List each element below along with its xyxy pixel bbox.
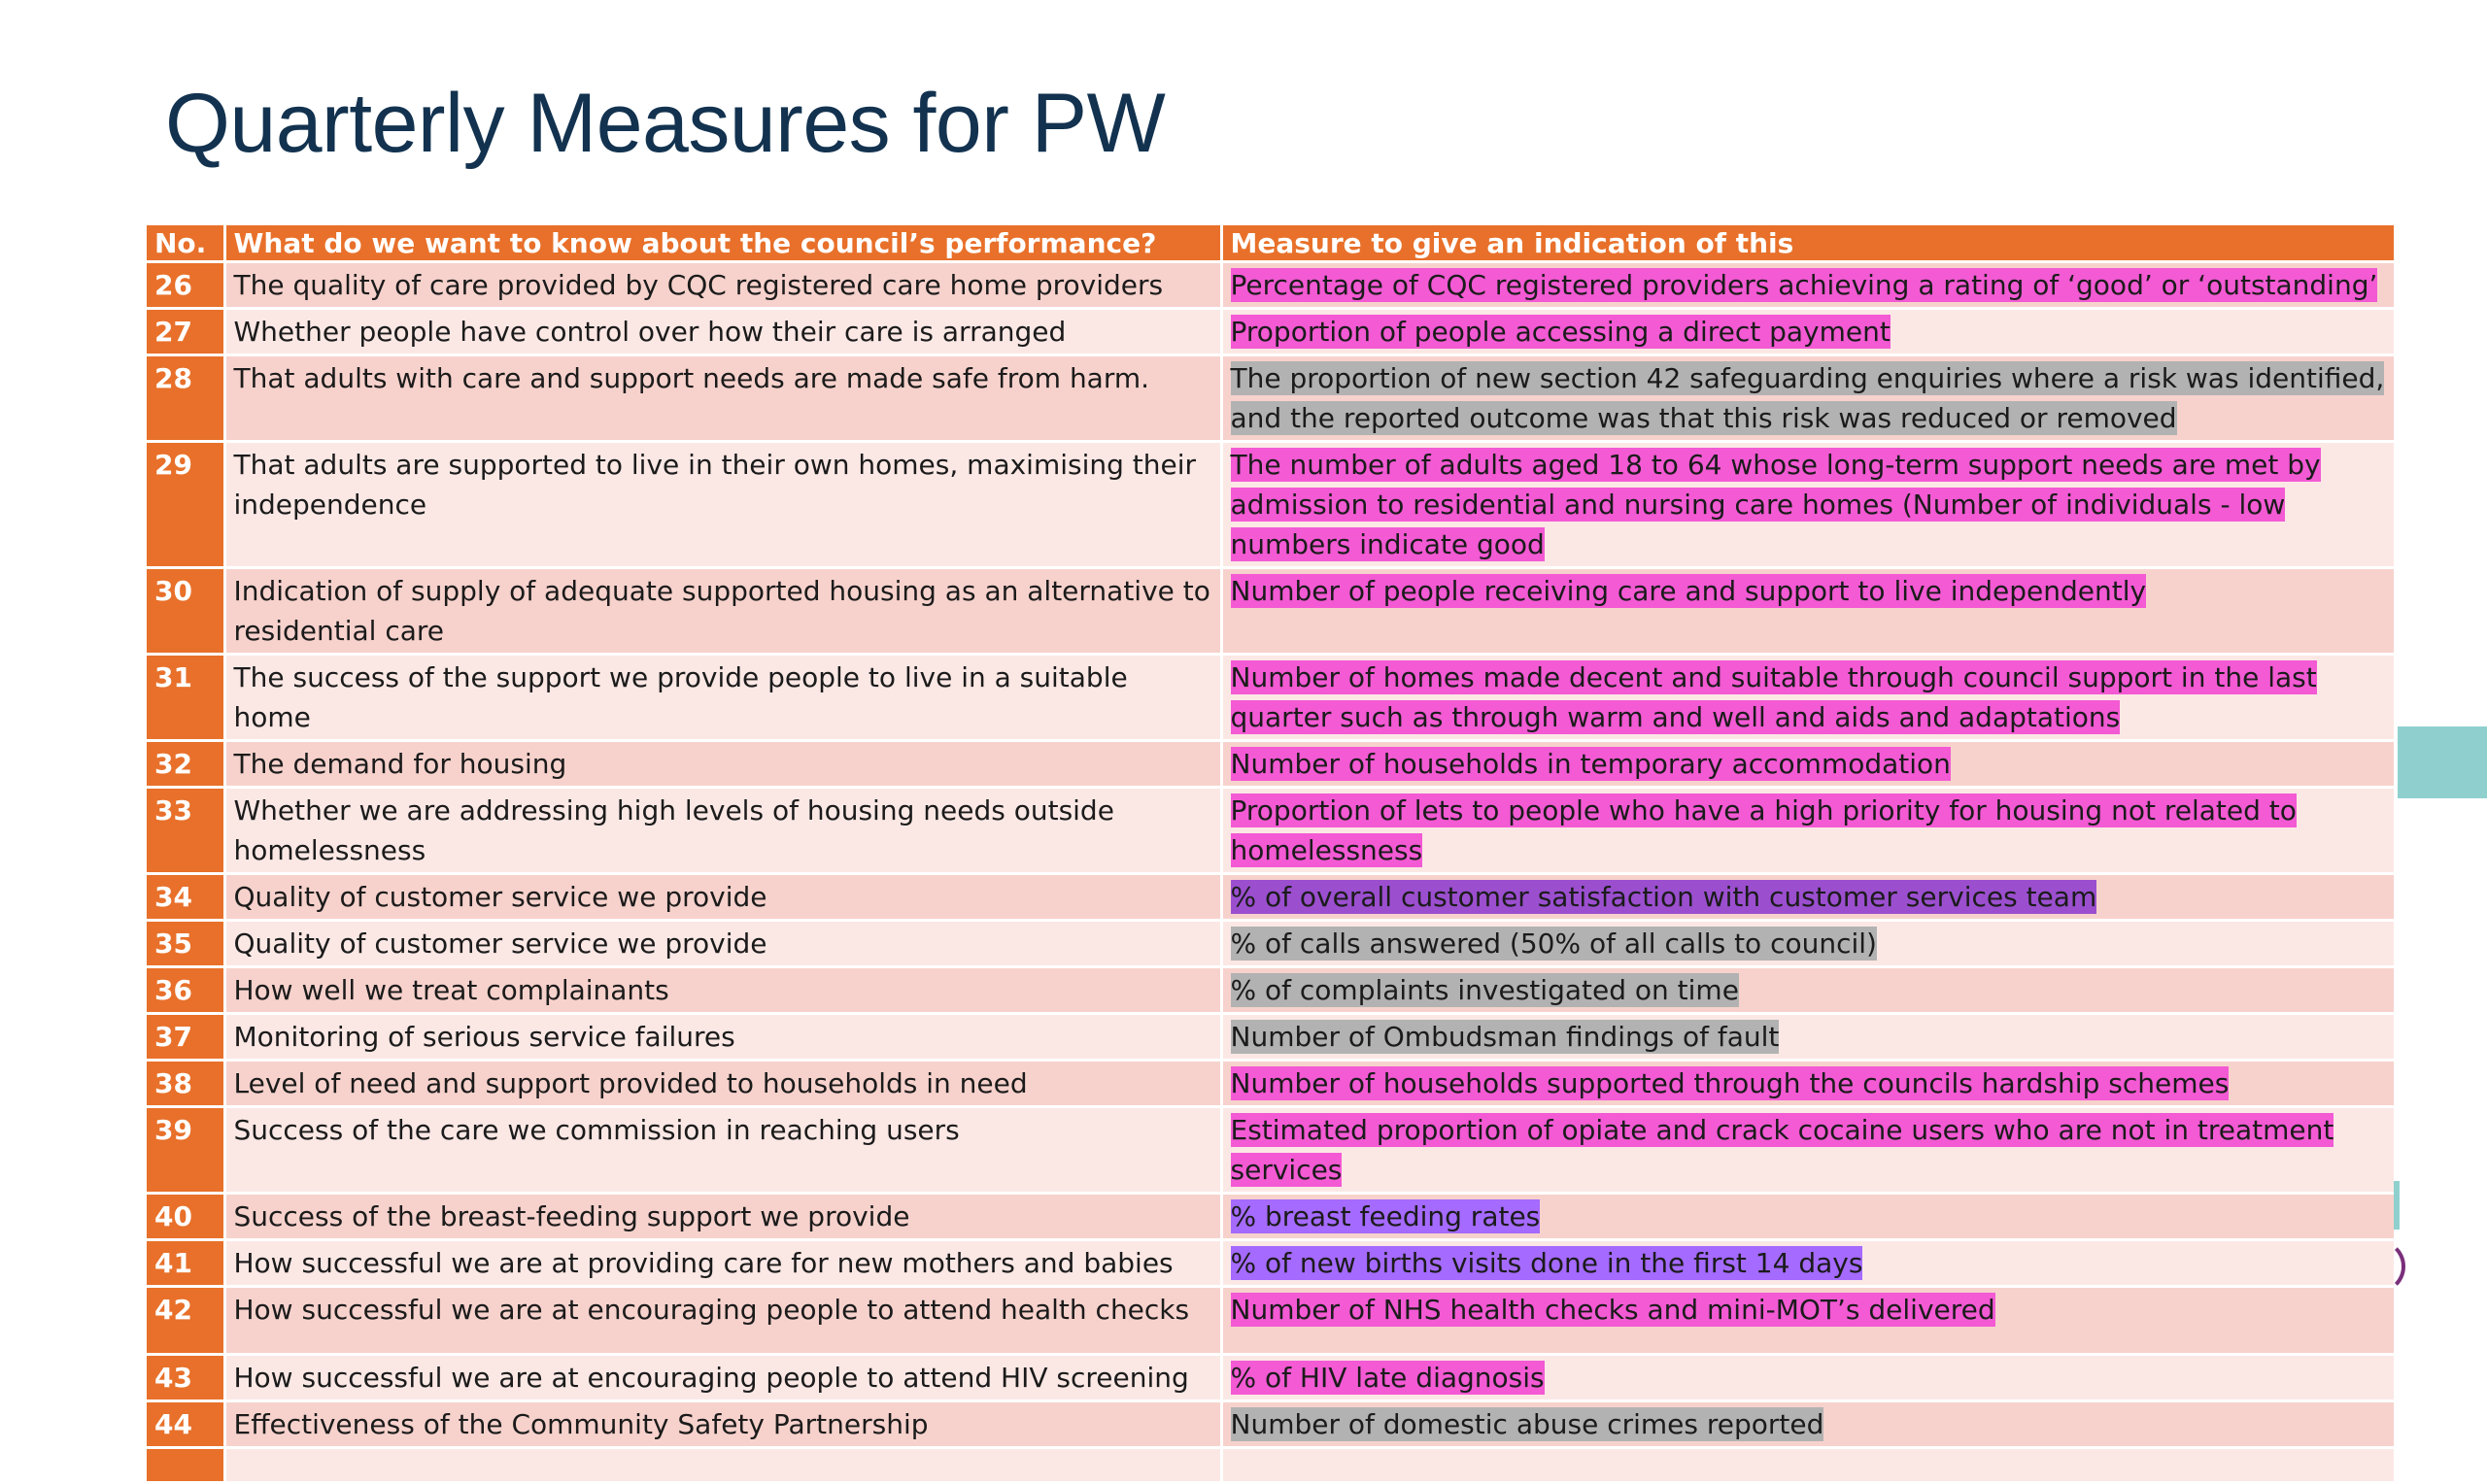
row-question: That adults are supported to live in their own homes, maximising their independence — [224, 442, 1221, 568]
table-row — [147, 1194, 2394, 1240]
row-number: 42 — [147, 1287, 224, 1355]
row-number: 37 — [147, 1014, 224, 1061]
row-measure-cell — [1221, 788, 2394, 874]
table-row — [147, 442, 2394, 568]
table-row — [147, 1287, 2394, 1355]
row-measure-cell — [1221, 921, 2394, 967]
row-question: The demand for housing — [224, 741, 1221, 788]
row-number: 32 — [147, 741, 224, 788]
row-measure: Proportion of lets to people who have a high priority for housing not related to homelessness — [1230, 794, 2297, 866]
table-row — [147, 568, 2394, 655]
table-row — [147, 1240, 2394, 1287]
column-header-no: No. — [147, 225, 224, 262]
row-measure-cell — [1221, 262, 2394, 309]
row-question — [224, 1448, 1221, 1483]
row-measure-cell — [1221, 1194, 2394, 1240]
row-measure-cell — [1221, 442, 2394, 568]
table-row — [147, 967, 2394, 1014]
row-measure: The proportion of new section 42 safeguarding enquiries where a risk was identified, and the reported outcome was that this risk was reduced or removed — [1230, 362, 2385, 434]
row-question: Success of the care we commission in reaching users — [224, 1107, 1221, 1194]
row-question: Quality of customer service we provide — [224, 921, 1221, 967]
row-number: 43 — [147, 1355, 224, 1401]
table-row — [147, 741, 2394, 788]
table-row — [147, 921, 2394, 967]
row-measure: Number of households in temporary accommodation — [1230, 748, 1951, 780]
row-number: 41 — [147, 1240, 224, 1287]
row-measure: % breast feeding rates — [1230, 1200, 1541, 1232]
row-question: The success of the support we provide people to live in a suitable home — [224, 655, 1221, 741]
row-measure-cell — [1221, 309, 2394, 355]
row-question: How successful we are at encouraging people to attend health checks — [224, 1287, 1221, 1355]
row-measure: Estimated proportion of opiate and crack cocaine users who are not in treatment services — [1230, 1114, 2334, 1186]
row-number: 44 — [147, 1401, 224, 1448]
measures-table — [147, 225, 2394, 1484]
row-number: 27 — [147, 309, 224, 355]
row-measure: Number of NHS health checks and mini-MOT’s delivered — [1230, 1294, 1995, 1326]
row-number: 35 — [147, 921, 224, 967]
row-measure-cell — [1221, 1401, 2394, 1448]
row-question: Effectiveness of the Community Safety Partnership — [224, 1401, 1221, 1448]
column-header-question: What do we want to know about the council’s performance? — [224, 225, 1221, 262]
row-measure: Number of households supported through the councils hardship schemes — [1230, 1067, 2230, 1099]
row-measure-cell — [1221, 1355, 2394, 1401]
table-row — [147, 874, 2394, 921]
row-number: 31 — [147, 655, 224, 741]
row-number: 33 — [147, 788, 224, 874]
row-question: Success of the breast-feeding support we provide — [224, 1194, 1221, 1240]
row-measure-cell — [1221, 874, 2394, 921]
row-measure-cell — [1221, 741, 2394, 788]
row-question: Indication of supply of adequate supported housing as an alternative to residential care — [224, 568, 1221, 655]
table-row — [147, 788, 2394, 874]
page-title: Quarterly Measures for PW — [165, 77, 1166, 170]
table-row — [147, 655, 2394, 741]
table-row — [147, 355, 2394, 442]
table-row — [147, 1014, 2394, 1061]
table-row — [147, 1355, 2394, 1401]
row-measure: Number of homes made decent and suitable through council support in the last quarter such as through warm and well and aids and adaptations — [1230, 661, 2317, 733]
teal-accent-right — [2398, 726, 2487, 798]
row-question: Whether people have control over how their care is arranged — [224, 309, 1221, 355]
row-question: How successful we are at providing care for new mothers and babies — [224, 1240, 1221, 1287]
column-header-measure: Measure to give an indication of this — [1221, 225, 2394, 262]
row-question: The quality of care provided by CQC registered care home providers — [224, 262, 1221, 309]
teal-accent-edge — [2394, 1181, 2400, 1230]
row-measure: The number of adults aged 18 to 64 whose long-term support needs are met by admission to residential and nursing care homes (Number of individuals - low numbers indicate good — [1230, 449, 2321, 560]
row-measure: Proportion of people accessing a direct payment — [1230, 316, 1891, 348]
row-measure: Number of Ombudsman findings of fault — [1230, 1021, 1780, 1053]
row-question: How well we treat complainants — [224, 967, 1221, 1014]
row-measure-cell — [1221, 1240, 2394, 1287]
row-question: Monitoring of serious service failures — [224, 1014, 1221, 1061]
row-measure: Percentage of CQC registered providers achieving a rating of ‘good’ or ‘outstanding’ — [1230, 269, 2378, 301]
row-measure-cell — [1221, 1448, 2394, 1483]
table-row — [147, 262, 2394, 309]
row-number: 34 — [147, 874, 224, 921]
table-row — [147, 1107, 2394, 1194]
row-measure: % of HIV late diagnosis — [1230, 1362, 1545, 1394]
row-measure-cell — [1221, 1107, 2394, 1194]
row-question: Quality of customer service we provide — [224, 874, 1221, 921]
row-measure: Number of domestic abuse crimes reported — [1230, 1408, 1824, 1440]
row-number: 39 — [147, 1107, 224, 1194]
table-row — [147, 1448, 2394, 1483]
row-question: How successful we are at encouraging people to attend HIV screening — [224, 1355, 1221, 1401]
row-measure-cell — [1221, 1014, 2394, 1061]
row-measure-cell — [1221, 1061, 2394, 1107]
row-number: 36 — [147, 967, 224, 1014]
row-measure: % of complaints investigated on time — [1230, 974, 1739, 1006]
row-measure-cell — [1221, 967, 2394, 1014]
row-measure-cell — [1221, 568, 2394, 655]
row-number: 40 — [147, 1194, 224, 1240]
row-measure-cell — [1221, 655, 2394, 741]
row-number — [147, 1448, 224, 1483]
table-row — [147, 1401, 2394, 1448]
row-measure: Number of people receiving care and support to live independently — [1230, 575, 2147, 607]
table-row — [147, 309, 2394, 355]
row-question: Whether we are addressing high levels of housing needs outside homelessness — [224, 788, 1221, 874]
row-measure: % of calls answered (50% of all calls to council) — [1230, 928, 1877, 960]
row-measure: % of new births visits done in the first 14 days — [1230, 1247, 1863, 1279]
row-number: 38 — [147, 1061, 224, 1107]
table-body — [147, 262, 2394, 1483]
row-question: Level of need and support provided to households in need — [224, 1061, 1221, 1107]
row-number: 29 — [147, 442, 224, 568]
table-header-row — [147, 225, 2394, 262]
row-number: 30 — [147, 568, 224, 655]
row-measure-cell — [1221, 1287, 2394, 1355]
table-row — [147, 1061, 2394, 1107]
row-number: 28 — [147, 355, 224, 442]
row-measure: % of overall customer satisfaction with customer services team — [1230, 881, 2097, 913]
row-measure-cell — [1221, 355, 2394, 442]
row-number: 26 — [147, 262, 224, 309]
row-question: That adults with care and support needs are made safe from harm. — [224, 355, 1221, 442]
